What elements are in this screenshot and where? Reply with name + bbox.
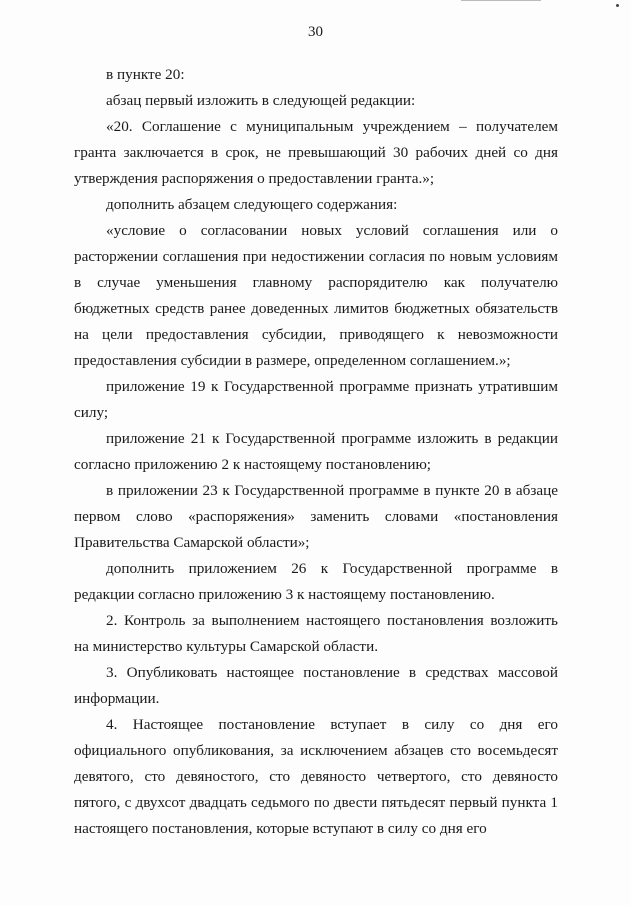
paragraph-6: приложение 19 к Государственной программе признать утратившим силу;: [74, 378, 558, 421]
paragraph-1: в пункте 20:: [106, 66, 185, 83]
paragraph-9: дополнить приложением 26 к Государственной программе в редакции согласно приложению 3 к настоящему постановлению.: [74, 560, 558, 603]
page-number: 30: [308, 24, 323, 40]
paragraph-11: 3. Опубликовать настоящее постановление в средствах массовой информации.: [74, 664, 558, 707]
scan-artifact-dot: [616, 4, 619, 7]
scan-artifact-line: [461, 0, 541, 1]
paragraph-2: абзац первый изложить в следующей редакции:: [106, 92, 416, 109]
paragraph-12: 4. Настоящее постановление вступает в силу со дня его официального опубликования, за исключением абзацев сто восемьдесят девятого, сто девяностого, сто девяносто четвертого, сто девяносто пятого, с двухсот двадцать седьмого по двести пятьдесят первый пункта 1 настоящего постановления, которые вступают в силу со дня его: [74, 716, 558, 837]
paragraph-3: «20. Соглашение с муниципальным учреждением – получателем гранта заключается в срок, не превышающий 30 рабочих дней со дня утверждения распоряжения о предоставлении гранта.»;: [74, 118, 558, 187]
paragraph-10: 2. Контроль за выполнением настоящего постановления возложить на министерство культуры Самарской области.: [74, 612, 558, 655]
paragraph-8: в приложении 23 к Государственной программе в пункте 20 в абзаце первом слово «распоряжения» заменить словами «постановления Правительства Самарской области»;: [74, 482, 558, 551]
paragraph-4: дополнить абзацем следующего содержания:: [106, 196, 398, 213]
paragraph-5: «условие о согласовании новых условий соглашения или о расторжении соглашения при недостижении согласия по новым условиям в случае уменьшения главному распорядителю как получателю бюджетных средств ранее доведенных лимитов бюджетных обязательств на цели предоставления субсидии, приводящего к невозможности предоставления субсидии в размере, определенном соглашением.»;: [74, 222, 558, 369]
paragraph-7: приложение 21 к Государственной программе изложить в редакции согласно приложению 2 к настоящему постановлению;: [74, 430, 558, 473]
document-body: [74, 62, 558, 842]
